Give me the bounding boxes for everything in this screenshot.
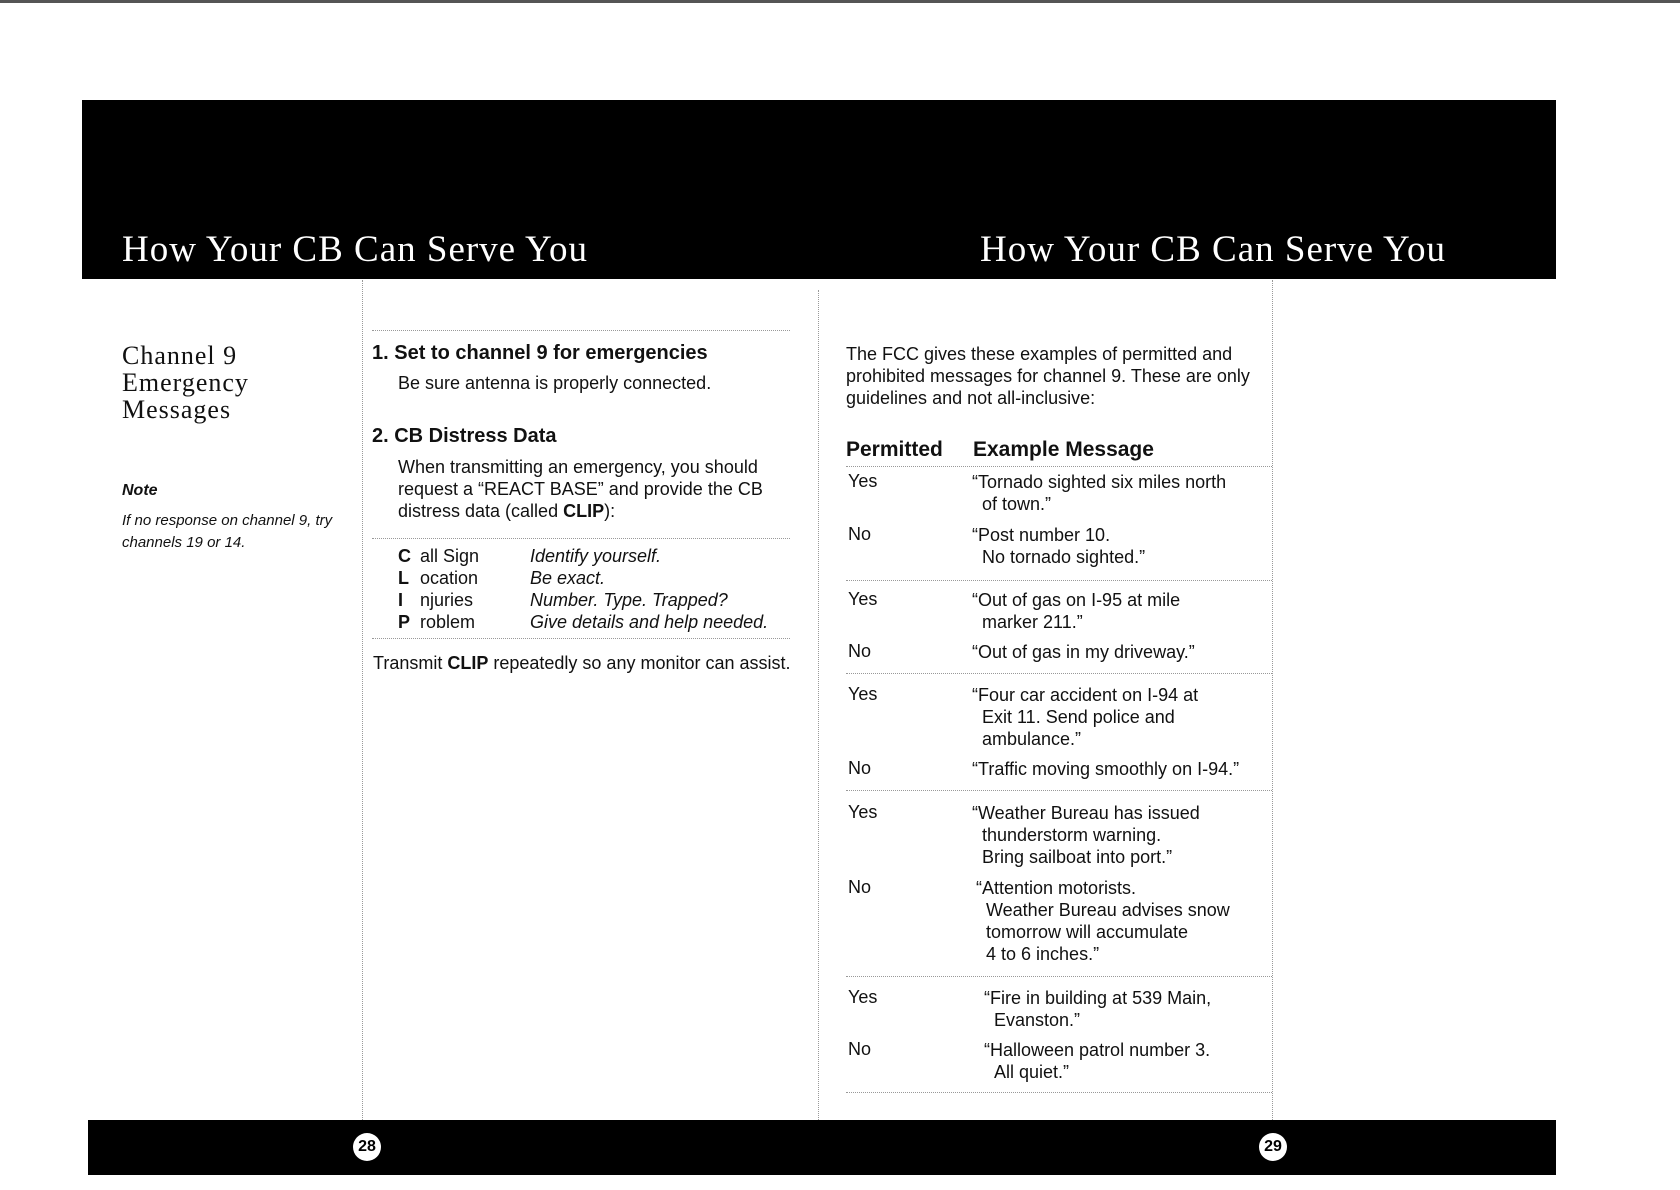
message-cell bbox=[972, 758, 1272, 780]
clip-row bbox=[398, 589, 728, 611]
left-page-header-title: How Your CB Can Serve You bbox=[122, 229, 589, 270]
message-line: “Weather Bureau has issued bbox=[972, 803, 1200, 823]
message-line: All quiet.” bbox=[994, 1062, 1070, 1082]
clip-description: Number. Type. Trapped? bbox=[530, 590, 728, 610]
note-heading: Note bbox=[122, 482, 158, 499]
section-title-line: Messages bbox=[122, 395, 232, 424]
permitted-cell: No bbox=[848, 1039, 872, 1059]
message-line: tomorrow will accumulate bbox=[986, 922, 1189, 942]
divider bbox=[846, 466, 1272, 467]
fcc-intro-paragraph: The FCC gives these examples of permitted and prohibited messages for channel 9. These are only guidelines and not all-inclusive: bbox=[846, 344, 1250, 408]
permitted-cell: No bbox=[848, 758, 872, 778]
message-cell bbox=[984, 1039, 1284, 1083]
message-cell bbox=[972, 684, 1272, 750]
scan-edge-line bbox=[0, 0, 1680, 3]
message-line: marker 211.” bbox=[982, 612, 1083, 632]
clip-letter: I bbox=[398, 590, 404, 610]
message-line: Weather Bureau advises snow bbox=[986, 900, 1230, 920]
divider bbox=[846, 976, 1272, 977]
clip-row bbox=[398, 611, 768, 633]
clip-word: all Sign bbox=[420, 546, 480, 566]
message-line: Exit 11. Send police and bbox=[982, 707, 1175, 727]
message-line: “Traffic moving smoothly on I-94.” bbox=[972, 759, 1240, 779]
divider bbox=[846, 790, 1272, 791]
transmit-instruction bbox=[373, 653, 791, 674]
step-1-heading: 1. Set to channel 9 for emergencies bbox=[372, 342, 708, 364]
message-cell bbox=[972, 641, 1272, 663]
message-cell bbox=[972, 802, 1272, 868]
message-line: Evanston.” bbox=[994, 1010, 1081, 1030]
permitted-cell: Yes bbox=[848, 589, 878, 609]
permitted-cell: No bbox=[848, 641, 872, 661]
clip-description: Be exact. bbox=[530, 568, 606, 588]
message-cell bbox=[984, 987, 1284, 1031]
column-header-permitted: Permitted bbox=[846, 438, 943, 461]
permitted-cell: No bbox=[848, 877, 872, 897]
message-line: “Post number 10. bbox=[972, 525, 1111, 545]
step-2-heading: 2. CB Distress Data bbox=[372, 425, 557, 447]
permitted-cell: Yes bbox=[848, 684, 878, 704]
step-2-body-end: ): bbox=[604, 501, 616, 521]
clip-word: ocation bbox=[420, 568, 479, 588]
divider bbox=[372, 538, 790, 539]
message-line: “Out of gas on I-95 at mile bbox=[972, 590, 1181, 610]
divider bbox=[846, 580, 1272, 581]
message-line: ambulance.” bbox=[982, 729, 1082, 749]
transmit-text: Transmit bbox=[373, 653, 448, 673]
clip-word: njuries bbox=[420, 590, 474, 610]
divider bbox=[846, 1092, 1272, 1093]
permitted-cell: Yes bbox=[848, 471, 878, 491]
message-line: 4 to 6 inches.” bbox=[986, 944, 1100, 964]
permitted-cell: Yes bbox=[848, 987, 878, 1007]
message-line: “Tornado sighted six miles north bbox=[972, 472, 1227, 492]
clip-row bbox=[398, 567, 605, 589]
clip-description: Identify yourself. bbox=[530, 546, 662, 566]
message-line: “Attention motorists. bbox=[976, 878, 1137, 898]
step-2-body-clip: CLIP bbox=[563, 501, 605, 521]
message-cell bbox=[972, 471, 1272, 515]
message-line: “Out of gas in my driveway.” bbox=[972, 642, 1195, 662]
message-line: “Fire in building at 539 Main, bbox=[984, 988, 1212, 1008]
message-line: “Halloween patrol number 3. bbox=[984, 1040, 1211, 1060]
divider bbox=[372, 330, 790, 331]
footer-band bbox=[88, 1120, 1556, 1175]
center-fold-rule bbox=[818, 290, 819, 1120]
transmit-clip: CLIP bbox=[447, 653, 489, 673]
message-line: No tornado sighted.” bbox=[982, 547, 1146, 567]
section-title-line: Channel 9 bbox=[122, 341, 238, 370]
clip-letter: C bbox=[398, 546, 411, 566]
message-line: thunderstorm warning. bbox=[982, 825, 1162, 845]
left-column-rule bbox=[362, 280, 363, 1120]
note-text: If no response on channel 9, try channels 19 or 14. bbox=[122, 512, 333, 551]
page-number-right: 29 bbox=[1259, 1133, 1287, 1161]
step-1-body: Be sure antenna is properly connected. bbox=[398, 373, 712, 393]
clip-word: roblem bbox=[420, 612, 476, 632]
divider bbox=[372, 638, 790, 639]
message-cell bbox=[972, 524, 1272, 568]
message-cell bbox=[976, 877, 1276, 965]
clip-letter: L bbox=[398, 568, 409, 588]
message-cell bbox=[972, 589, 1272, 633]
message-line: Bring sailboat into port.” bbox=[982, 847, 1173, 867]
message-line: of town.” bbox=[982, 494, 1052, 514]
clip-letter: P bbox=[398, 612, 411, 632]
message-line: “Four car accident on I-94 at bbox=[972, 685, 1199, 705]
step-2-body bbox=[398, 456, 790, 522]
divider bbox=[846, 673, 1272, 674]
right-page-header-title: How Your CB Can Serve You bbox=[980, 229, 1447, 270]
permitted-cell: Yes bbox=[848, 802, 878, 822]
section-title bbox=[122, 342, 342, 423]
clip-row bbox=[398, 545, 661, 567]
permitted-cell: No bbox=[848, 524, 872, 544]
column-header-example-message: Example Message bbox=[973, 438, 1154, 461]
page-number-left: 28 bbox=[353, 1133, 381, 1161]
transmit-text-end: repeatedly so any monitor can assist. bbox=[488, 653, 791, 673]
step-2-body-text: When transmitting an emergency, you should request a “REACT BASE” and provide the CB distress data (called bbox=[398, 457, 763, 521]
section-title-line: Emergency bbox=[122, 368, 249, 397]
clip-description: Give details and help needed. bbox=[530, 612, 769, 632]
